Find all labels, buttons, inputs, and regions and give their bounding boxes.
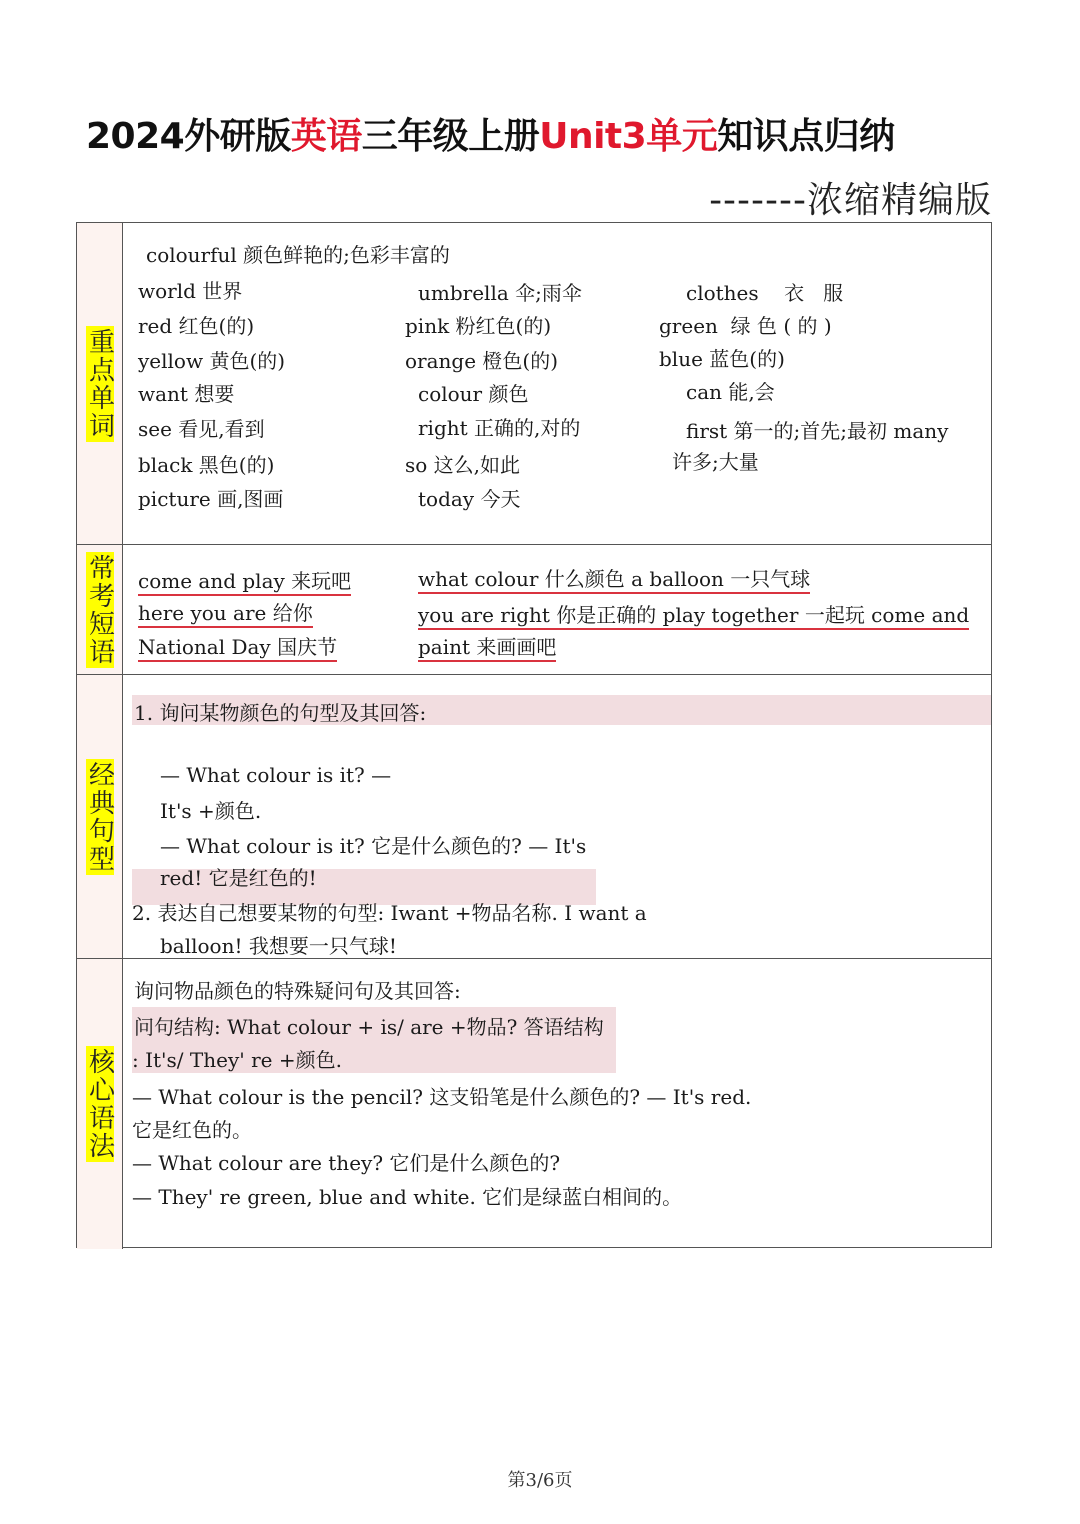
- grammar-content: [124, 959, 991, 1249]
- section-words: [77, 223, 991, 545]
- word-item: yellow 黄色(的): [138, 349, 286, 373]
- section-label: 核心语法: [84, 1048, 115, 1160]
- phrase-item: you are right 你是正确的 play together 一起玩 come and: [418, 599, 969, 628]
- word-item: 许多;大量: [672, 450, 759, 474]
- word-item: colour 颜色: [418, 382, 529, 406]
- sentences-content: [124, 675, 991, 958]
- word-item: clothes 衣 服: [686, 281, 844, 305]
- title-subject: 英语: [290, 116, 362, 157]
- page-subtitle: -------浓缩精编版: [709, 180, 992, 221]
- word-item: picture 画,图画: [138, 487, 284, 511]
- word-item: so 这么,如此: [405, 453, 521, 477]
- phrase-item: what colour 什么颜色 a balloon 一只气球: [418, 563, 810, 592]
- page-title: [86, 108, 1046, 159]
- words-content: [124, 223, 991, 544]
- word-item: world 世界: [138, 279, 243, 303]
- title-part: 知识点归纳: [717, 116, 895, 157]
- sentence-line: — What colour is it? —: [160, 763, 392, 787]
- phrases-content: [124, 545, 991, 674]
- word-item: today 今天: [418, 487, 521, 511]
- word-item: right 正确的,对的: [418, 416, 581, 440]
- page-number: 第3/6页: [507, 1470, 573, 1491]
- grammar-line: 询问物品颜色的特殊疑问句及其回答:: [134, 979, 461, 1003]
- section-sentences: [77, 675, 991, 959]
- title-unit: Unit3单元: [539, 116, 718, 157]
- grammar-line: : It's/ They' re +颜色.: [132, 1048, 342, 1072]
- grammar-line: — What colour are they? 它们是什么颜色的?: [132, 1151, 561, 1175]
- sentence-line: 1. 询问某物颜色的句型及其回答:: [134, 701, 427, 725]
- word-item: first 第一的;首先;最初 many: [686, 419, 949, 443]
- word-item: umbrella 伞;雨伞: [418, 281, 582, 305]
- section-label: 重点单词: [84, 327, 115, 440]
- section-label: 常考短语: [84, 553, 115, 666]
- section-grammar: [77, 959, 991, 1249]
- word-item: pink 粉红色(的): [405, 314, 552, 338]
- section-label: 经典句型: [84, 760, 115, 873]
- section-label-cell: [77, 545, 123, 674]
- word-item: black 黑色(的): [138, 453, 275, 477]
- phrase-item: here you are 给你: [138, 597, 313, 626]
- title-part: 三年级上册: [361, 116, 540, 157]
- section-label-cell: [77, 959, 123, 1249]
- word-item: orange 橙色(的): [405, 349, 559, 373]
- grammar-line: 它是红色的。: [132, 1118, 252, 1142]
- word-item: want 想要: [138, 382, 235, 406]
- knowledge-table: [76, 222, 992, 1248]
- word-item: green 绿 色 ( 的 ): [659, 314, 832, 338]
- sentence-line: It's +颜色.: [160, 799, 262, 823]
- word-item: blue 蓝色(的): [659, 347, 785, 371]
- sentence-line: — What colour is it? 它是什么颜色的? — It's: [160, 834, 587, 858]
- phrase-item: paint 来画画吧: [418, 631, 556, 660]
- grammar-line: — They' re green, blue and white. 它们是绿蓝白相间的。: [132, 1185, 683, 1209]
- grammar-line: — What colour is the pencil? 这支铅笔是什么颜色的? — It's red.: [132, 1085, 752, 1109]
- section-label-cell: [77, 675, 123, 958]
- phrase-item: National Day 国庆节: [138, 631, 337, 660]
- word-item: red 红色(的): [138, 314, 255, 338]
- sentence-line: 2. 表达自己想要某物的句型: Iwant +物品名称. I want a: [132, 901, 647, 925]
- word-item: can 能,会: [686, 380, 775, 404]
- grammar-line: 问句结构: What colour + is/ are +物品? 答语结构: [134, 1015, 604, 1039]
- section-phrases: [77, 545, 991, 675]
- sentence-line: red! 它是红色的!: [160, 866, 317, 890]
- title-part: 2024外研版: [86, 116, 291, 157]
- section-label-cell: [77, 223, 123, 544]
- sentence-line: balloon! 我想要一只气球!: [160, 934, 397, 958]
- word-item: colourful 颜色鲜艳的;色彩丰富的: [146, 243, 450, 267]
- phrase-item: come and play 来玩吧: [138, 565, 351, 594]
- word-item: see 看见,看到: [138, 417, 265, 441]
